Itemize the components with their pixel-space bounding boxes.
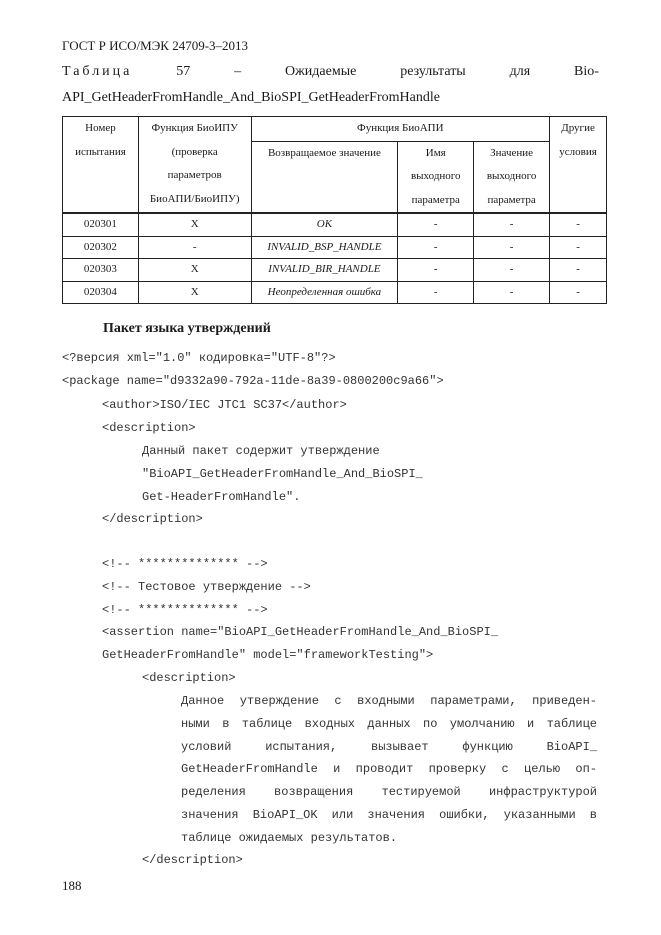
header-return-value: Возвращаемое значение: [251, 141, 398, 213]
page-number: 188: [62, 878, 82, 893]
table-row: 020304 X Неопределенная ошибка - - -: [63, 281, 607, 304]
code-line: <!-- Тестовое утверждение -->: [102, 580, 311, 594]
code-line: </description>: [102, 512, 203, 526]
table-row: 020301 X OK - - -: [63, 213, 607, 236]
header-output-name: Имя выходного параметра: [398, 141, 474, 213]
code-line: Данный пакет содержит утверждение: [142, 444, 380, 458]
header-bioipu: Функция БиоИПУ (проверка параметров БиоАПИ/БиоИПУ): [138, 117, 251, 214]
paragraph-line: GetHeaderFromHandle и проводит проверку с целью оп-: [181, 762, 597, 776]
header-other: Другие условия: [550, 117, 607, 214]
header-bioapi: Функция БиоАПИ: [251, 117, 550, 142]
code-line: <package name="d9332a90-792a-11de-8a39-0800200c9a66">: [62, 374, 444, 388]
code-line: <!-- ************** -->: [102, 603, 268, 617]
table-caption: [62, 64, 599, 80]
code-line: GetHeaderFromHandle" model="frameworkTesting">: [102, 648, 434, 662]
code-line: "BioAPI_GetHeaderFromHandle_And_BioSPI_: [142, 467, 423, 481]
paragraph-line: условий испытания, вызывает функцию BioAPI_: [181, 740, 597, 754]
table-caption-line2: API_GetHeaderFromHandle_And_BioSPI_GetHeaderFromHandle: [62, 90, 440, 105]
code-line: <?версия xml="1.0" кодировка="UTF-8"?>: [62, 351, 336, 365]
caption-word: 57: [176, 64, 191, 79]
caption-word: для: [509, 64, 531, 79]
paragraph-line: значения BioAPI_OK или значения ошибки, указанными в: [181, 808, 597, 822]
header-test-no: Номер испытания: [63, 117, 139, 214]
header-output-value: Значение выходного параметра: [474, 141, 550, 213]
paragraph-line: Данное утверждение с входными параметрами, приведен-: [181, 694, 597, 708]
paragraph-line: ными в таблице входных данных по умолчанию и таблице: [181, 717, 597, 731]
section-heading: Пакет языка утверждений: [103, 321, 271, 336]
paragraph-line: таблице ожидаемых результатов.: [181, 831, 398, 845]
code-line: <assertion name="BioAPI_GetHeaderFromHandle_And_BioSPI_: [102, 625, 499, 639]
code-line: <description>: [142, 671, 236, 685]
caption-word: Ожидаемые: [285, 64, 357, 79]
table-row: 020303 X INVALID_BIR_HANDLE - - -: [63, 259, 607, 282]
table-row: 020302 - INVALID_BSP_HANDLE - - -: [63, 236, 607, 259]
code-line: </description>: [142, 853, 243, 867]
standard-header: ГОСТ Р ИСО/МЭК 24709-3–2013: [62, 38, 249, 53]
caption-word: Bio-: [574, 64, 599, 79]
code-line: <author>ISO/IEC JTC1 SC37</author>: [102, 398, 347, 412]
expected-results-table: [62, 116, 607, 304]
code-line: Get-HeaderFromHandle".: [142, 490, 301, 504]
paragraph-line: ределения возвращения тестируемой инфраструктурой: [181, 785, 597, 799]
code-line: <description>: [102, 421, 196, 435]
caption-word: –: [234, 64, 242, 79]
caption-word: результаты: [400, 64, 466, 79]
caption-word: Таблица: [62, 64, 133, 79]
code-line: <!-- ************** -->: [102, 557, 268, 571]
